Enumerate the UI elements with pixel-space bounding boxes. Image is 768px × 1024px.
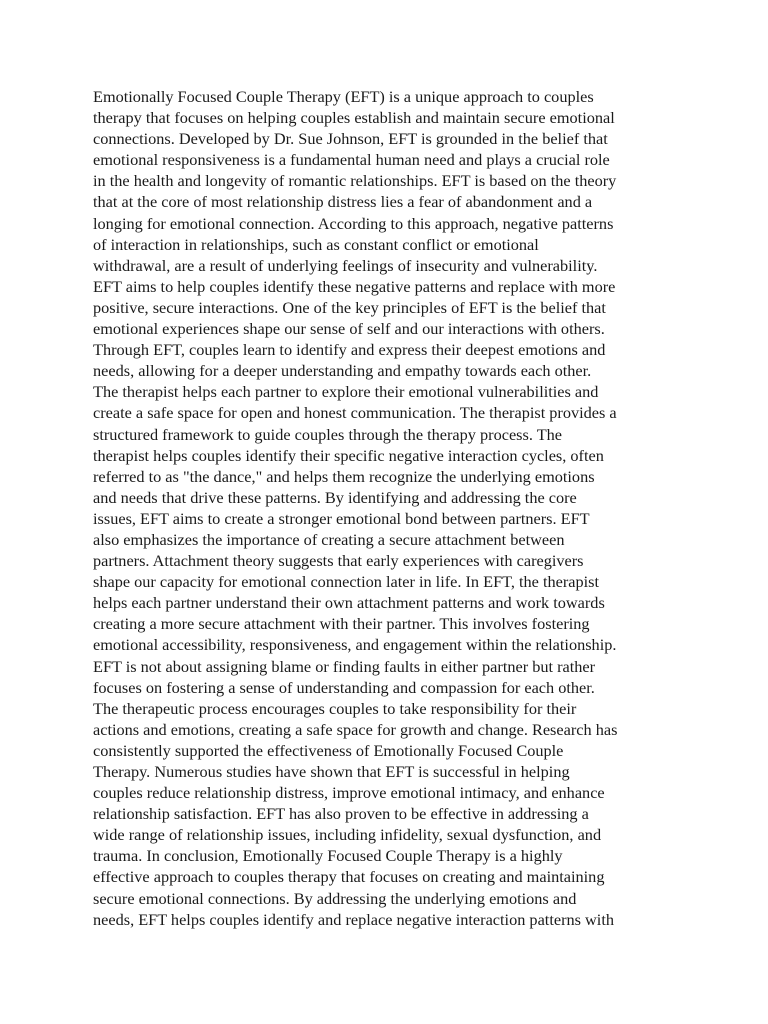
text-line: emotional experiences shape our sense of self and our interactions with others. [93, 319, 605, 339]
text-line: relationship satisfaction. EFT has also proven to be effective in addressing a [93, 804, 589, 824]
text-line: trauma. In conclusion, Emotionally Focused Couple Therapy is a highly [93, 846, 563, 866]
text-line: in the health and longevity of romantic relationships. EFT is based on the theory [93, 171, 617, 191]
text-line: needs, allowing for a deeper understanding and empathy towards each other. [93, 361, 592, 381]
text-line: of interaction in relationships, such as constant conflict or emotional [93, 234, 539, 254]
text-line: actions and emotions, creating a safe space for growth and change. Research has [93, 719, 618, 739]
text-line: withdrawal, are a result of underlying feelings of insecurity and vulnerability. [93, 255, 598, 275]
text-line: needs, EFT helps couples identify and replace negative interaction patterns with [93, 909, 614, 929]
text-line: creating a more secure attachment with their partner. This involves fostering [93, 614, 590, 634]
text-line: consistently supported the effectiveness of Emotionally Focused Couple [93, 740, 564, 760]
text-line: helps each partner understand their own attachment patterns and work towards [93, 593, 605, 613]
text-line: therapist helps couples identify their specific negative interaction cycles, often [93, 445, 604, 465]
text-line: therapy that focuses on helping couples establish and maintain secure emotional [93, 108, 615, 128]
text-line: partners. Attachment theory suggests that early experiences with caregivers [93, 551, 584, 571]
text-line: Therapy. Numerous studies have shown that EFT is successful in helping [93, 762, 570, 781]
text-line: connections. Developed by Dr. Sue Johnson, EFT is grounded in the belief that [93, 129, 608, 149]
text-line: create a safe space for open and honest communication. The therapist provides a [93, 403, 617, 423]
text-line: positive, secure interactions. One of the key principles of EFT is the belief that [93, 297, 606, 317]
text-line: The therapeutic process encourages couples to take responsibility for their [93, 698, 577, 718]
text-line: issues, EFT aims to create a stronger emotional bond between partners. EFT [93, 508, 590, 528]
text-line: wide range of relationship issues, including infidelity, sexual dysfunction, and [93, 825, 602, 845]
text-line: and needs that drive these patterns. By identifying and addressing the core [93, 487, 577, 507]
text-line: that at the core of most relationship distress lies a fear of abandonment and a [93, 192, 593, 212]
text-line: EFT aims to help couples identify these negative patterns and replace with more [93, 276, 616, 296]
text-line: also emphasizes the importance of creating a secure attachment between [93, 529, 565, 549]
text-line: Through EFT, couples learn to identify and express their deepest emotions and [93, 340, 606, 360]
text-line: The therapist helps each partner to explore their emotional vulnerabilities and [93, 382, 599, 402]
text-line: focuses on fostering a sense of understanding and compassion for each other. [93, 677, 595, 697]
text-line: couples reduce relationship distress, improve emotional intimacy, and enhance [93, 783, 605, 803]
text-line: structured framework to guide couples through the therapy process. The [93, 424, 562, 444]
body-paragraph [93, 86, 693, 930]
text-line: shape our capacity for emotional connection later in life. In EFT, the therapist [93, 572, 600, 592]
text-line: emotional responsiveness is a fundamental human need and plays a crucial role [93, 150, 610, 170]
text-line: effective approach to couples therapy that focuses on creating and maintaining [93, 867, 605, 887]
text-line: secure emotional connections. By addressing the underlying emotions and [93, 888, 577, 908]
text-line: referred to as "the dance," and helps them recognize the underlying emotions [93, 466, 595, 486]
text-line: longing for emotional connection. According to this approach, negative patterns [93, 213, 614, 233]
text-line: EFT is not about assigning blame or finding faults in either partner but rather [93, 656, 596, 676]
text-line: emotional accessibility, responsiveness, and engagement within the relationship. [93, 635, 617, 655]
text-line: Emotionally Focused Couple Therapy (EFT) is a unique approach to couples [93, 87, 594, 106]
